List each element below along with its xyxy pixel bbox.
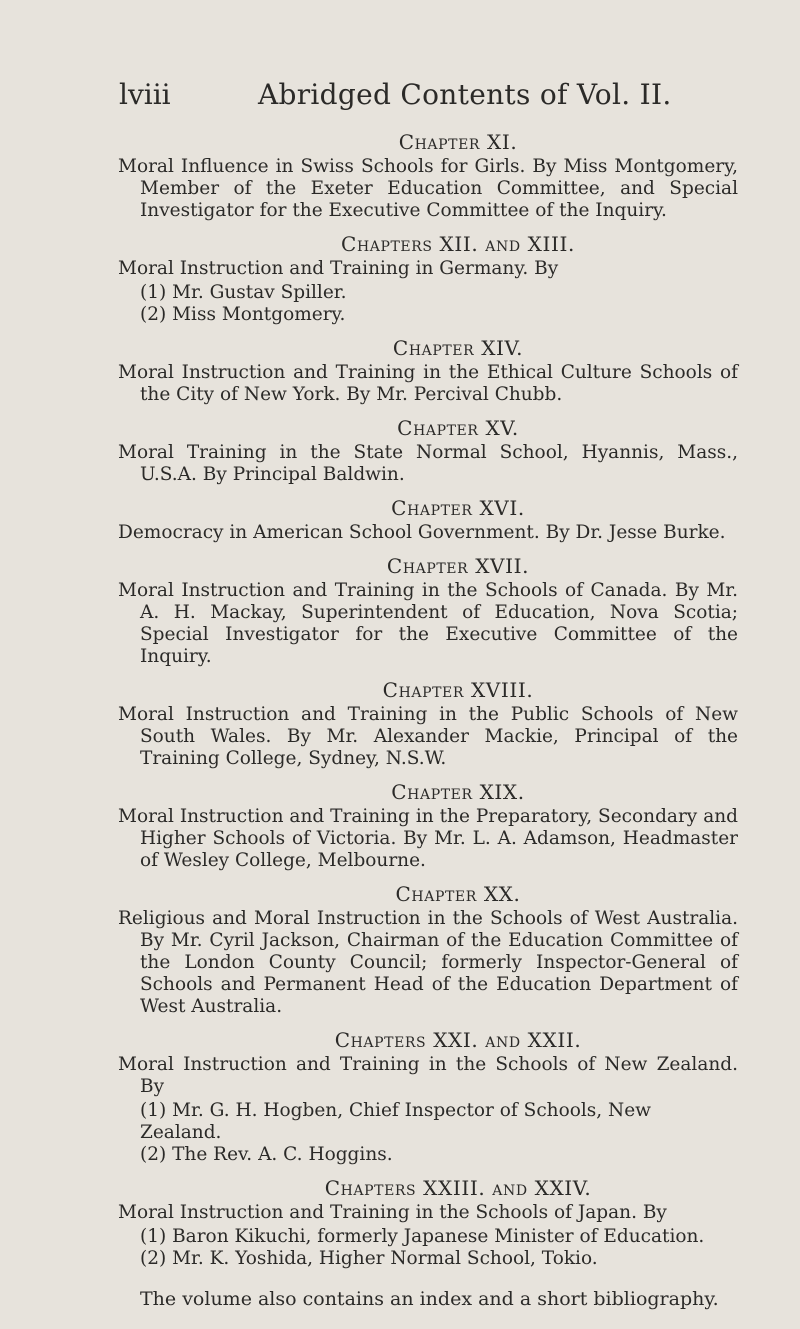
author-item: (1) Mr. Gustav Spiller.: [140, 282, 347, 303]
page-number: lviii: [119, 78, 171, 111]
running-title: Abridged Contents of Vol. II.: [258, 78, 672, 111]
volume-note: The volume also contains an index and a short bibliography.: [140, 1288, 719, 1310]
contents-list: [118, 130, 738, 1329]
chapter-entry: Moral Instruction and Training in the Schools of Canada. By Mr. A. H. Mackay, Superintendent of Education, Nova Scotia; Special Investigator for the Executive Committee of the Inquiry.: [118, 580, 738, 667]
chapter-heading: Chapter XIX.: [391, 780, 525, 804]
chapter-entry: Moral Instruction and Training in the Schools of New Zealand. By: [118, 1054, 738, 1097]
author-item: (1) Baron Kikuchi, formerly Japanese Minister of Education.: [140, 1226, 705, 1247]
chapter-heading: Chapter XX.: [395, 882, 521, 906]
author-item: (2) Miss Montgomery.: [140, 304, 346, 325]
chapter-entry: Moral Instruction and Training in the Public Schools of New South Wales. By Mr. Alexander Mackie, Principal of the Training College, Sydney, N.S.W.: [118, 704, 738, 769]
chapter-heading: Chapter XVI.: [391, 496, 525, 520]
chapter-heading: Chapter XIV.: [392, 336, 524, 360]
author-list: [140, 282, 738, 326]
chapter-entry: Moral Instruction and Training in Germany. By: [118, 258, 559, 279]
chapter-entry: Democracy in American School Government. By Dr. Jesse Burke.: [118, 522, 726, 543]
chapter-entry: Moral Influence in Swiss Schools for Girls. By Miss Montgomery, Member of the Exeter Education Committee, and Special Investigator for the Executive Committee of the Inquiry.: [118, 156, 738, 221]
running-header: [0, 78, 800, 118]
chapter-entry: Moral Instruction and Training in the Preparatory, Secondary and Higher Schools of Victoria. By Mr. L. A. Adamson, Headmaster of Wesley College, Melbourne.: [118, 806, 738, 871]
author-item: (2) Mr. K. Yoshida, Higher Normal School, Tokio.: [140, 1248, 598, 1269]
chapter-heading: Chapter XI.: [398, 130, 518, 154]
chapter-heading: Chapter XVIII.: [382, 678, 534, 702]
author-list: [140, 1100, 738, 1166]
chapter-heading: Chapter XVII.: [386, 554, 530, 578]
chapter-heading: Chapter XV.: [397, 416, 519, 440]
author-list: [140, 1226, 738, 1270]
author-item: (2) The Rev. A. C. Hoggins.: [140, 1144, 393, 1165]
author-item: (1) Mr. G. H. Hogben, Chief Inspector of Schools, New Zealand.: [140, 1100, 652, 1143]
chapter-entry: Moral Instruction and Training in the Schools of Japan. By: [118, 1202, 667, 1223]
chapter-heading: Chapters XXI. and XXII.: [334, 1028, 582, 1052]
chapter-entry: Religious and Moral Instruction in the Schools of West Australia. By Mr. Cyril Jackson, Chairman of the Education Committee of the London County Council; formerly Inspector-General of Schools and Permanent Head of the Education Department of West Australia.: [118, 908, 738, 1017]
chapter-heading: Chapters XXIII. and XXIV.: [324, 1176, 592, 1200]
chapter-entry: Moral Instruction and Training in the Ethical Culture Schools of the City of New York. By Mr. Percival Chubb.: [118, 362, 738, 405]
chapter-entry: Moral Training in the State Normal School, Hyannis, Mass., U.S.A. By Principal Baldwin.: [118, 442, 738, 485]
chapter-heading: Chapters XII. and XIII.: [341, 232, 575, 256]
